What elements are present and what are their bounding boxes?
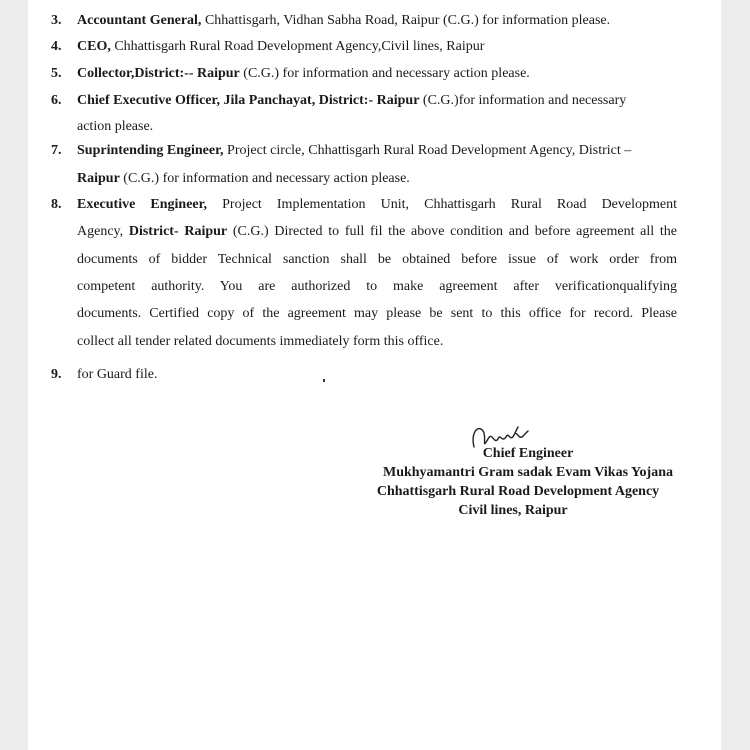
signatory-line-1: Mukhyamantri Gram sadak Evam Vikas Yojana	[382, 465, 674, 480]
body-text: (C.G.) for information and necessary action please.	[239, 66, 530, 81]
list-item-line	[77, 366, 157, 384]
document-page	[28, 0, 721, 750]
bold-text: Accountant General,	[77, 13, 202, 28]
list-item-number: 5.	[51, 66, 62, 81]
body-text: collect all tender related documents immediately form this office.	[77, 333, 444, 349]
list-item-line	[77, 118, 153, 136]
body-text: documents of bidder Technical sanction shall be obtained before issue of work order from	[77, 251, 677, 267]
stray-mark	[323, 379, 325, 382]
list-item-line	[77, 278, 677, 296]
list-item-line	[77, 333, 443, 351]
list-item-number: 7.	[51, 143, 62, 158]
body-text: action please.	[77, 119, 154, 134]
body-text: (C.G.)for information and necessary	[419, 93, 627, 108]
body-text: Project circle, Chhattisgarh Rural Road Development Agency, District –	[223, 143, 632, 158]
list-item-line	[77, 65, 530, 83]
list-item-number: 9.	[51, 367, 62, 382]
list-item-number: 3.	[51, 13, 62, 28]
list-item-line	[77, 92, 626, 110]
body-text: competent authority. You are authorized to make agreement after verificationqualifying	[77, 278, 677, 294]
body-text: (C.G.) for information and necessary action please.	[119, 171, 410, 186]
signatory-title: Chief Engineer	[482, 446, 574, 461]
body-text: Chhattisgarh, Vidhan Sabha Road, Raipur (C.G.) for information please.	[201, 13, 611, 28]
list-item-line	[77, 223, 677, 241]
body-text: documents. Certified copy of the agreement may please be sent to this office for record. Please	[77, 306, 677, 322]
body-text: Agency,	[77, 224, 129, 240]
bold-text: Executive Engineer,	[77, 197, 208, 212]
body-text: (C.G.) Directed to full fil the above condition and before agreement all the	[227, 224, 677, 240]
list-item-number: 8.	[51, 197, 62, 212]
body-text: for Guard file.	[77, 367, 158, 382]
bold-text: Chief Executive Officer, Jila Panchayat, District:- Raipur	[77, 93, 420, 108]
list-item-number: 6.	[51, 93, 62, 108]
bold-text: Raipur	[77, 171, 120, 186]
signatory-line-2: Chhattisgarh Rural Road Development Agency	[376, 484, 660, 499]
list-item-line	[77, 196, 677, 214]
list-item-line	[77, 38, 484, 56]
signatory-line-3: Civil lines, Raipur	[458, 503, 568, 518]
body-text: Chhattisgarh Rural Road Development Agency,Civil lines, Raipur	[110, 39, 485, 54]
bold-text: CEO,	[77, 39, 111, 54]
list-item-line	[77, 170, 410, 188]
list-item-line	[77, 12, 610, 30]
list-item-line	[77, 251, 677, 269]
list-item-line	[77, 305, 677, 323]
list-item-number: 4.	[51, 39, 62, 54]
bold-text: District- Raipur	[128, 224, 228, 240]
list-item-line	[77, 142, 631, 160]
body-text: Project Implementation Unit, Chhattisgarh Rural Road Development	[207, 197, 677, 212]
bold-text: Suprintending Engineer,	[77, 143, 224, 158]
bold-text: Collector,District:-- Raipur	[77, 66, 240, 81]
